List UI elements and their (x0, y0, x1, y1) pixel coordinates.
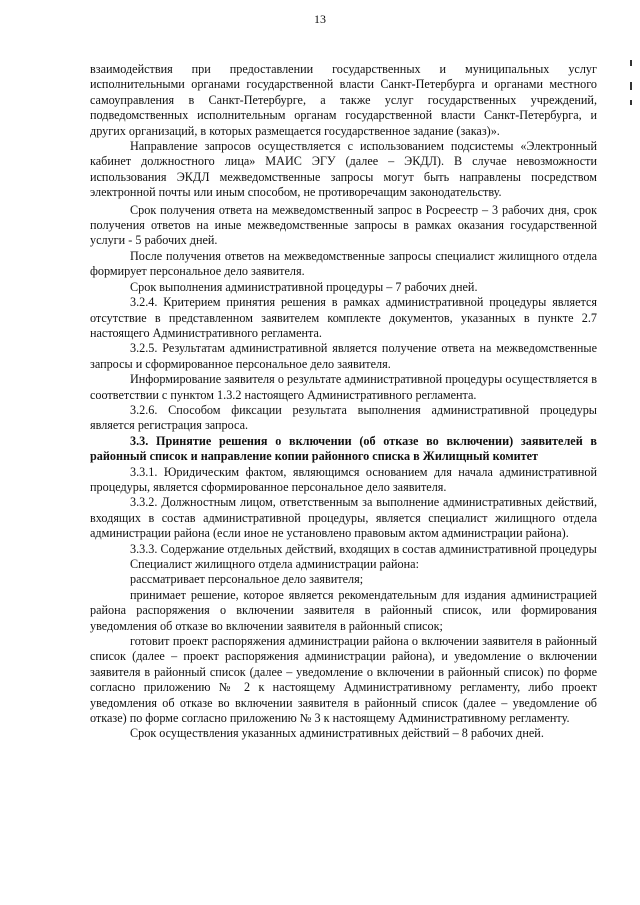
paragraph: взаимодействия при предоставлении государственных и муниципальных услуг исполнительными органами государственной власти Санкт-Петербурга и органами местного самоуправления в Санкт-Петербурге, а также услуг государственных учреждений, подведомственных исполнительным органам государственной власти Санкт-Петербурга, и других организаций, в которых размещается государственное задание (заказ)». (90, 62, 597, 138)
document-body (90, 62, 597, 742)
paragraph: Направление запросов осуществляется с использованием подсистемы «Электронный кабинет должностного лица» МАИС ЭГУ (далее – ЭКДЛ). В случае невозможности использования ЭКДЛ межведомственные запросы могут быть направлены посредством электронной почты или иным способом, не противоречащим законодательству. (90, 139, 597, 200)
paragraph: Информирование заявителя о результате административной процедуры осуществляется в соответствии с пунктом 1.3.2 настоящего Административного регламента. (90, 372, 597, 402)
scan-edge-mark (630, 100, 632, 105)
paragraph: После получения ответов на межведомственные запросы специалист жилищного отдела формирует персональное дело заявителя. (90, 248, 597, 279)
paragraph: 3.3.1. Юридическим фактом, являющимся основанием для начала административной процедуры, является сформированное персональное дело заявителя. (90, 464, 597, 494)
paragraph: 3.2.4. Критерием принятия решения в рамках административной процедуры является отсутствие в представленном заявителем комплекте документов, указанных в пункте 2.7 настоящего Административного регламента. (90, 295, 597, 340)
paragraph: рассматривает персональное дело заявителя; (130, 572, 364, 587)
paragraph: принимает решение, которое является рекомендательным для издания администрацией района распоряжения о включении заявителя в районный список, или формирования уведомления об отказе во включении заявителя в районный список; (90, 587, 597, 633)
paragraph: Срок осуществления указанных административных действий – 8 рабочих дней. (130, 726, 544, 741)
paragraph: 3.3.3. Содержание отдельных действий, входящих в состав административной процедуры (130, 541, 597, 556)
paragraph: Специалист жилищного отдела администрации района: (130, 557, 419, 571)
paragraph: 3.2.5. Результатам административной является получение ответа на межведомственные запросы и сформированное персональное дело заявителя. (90, 341, 597, 371)
scan-edge-mark (630, 60, 632, 66)
paragraph: 3.2.6. Способом фиксации результата выполнения административной процедуры является регистрация запроса. (90, 402, 597, 433)
paragraph: готовит проект распоряжения администрации района о включении заявителя в районный список (далее – проект распоряжения администрации района), и уведомление о включении заявителя в районный список (далее – уведомление о включении в районный список) по форме согласно приложению № 2 к настоящему Административному регламенту, либо проект уведомления об отказе во включении заявителя в районный список (далее – уведомление об отказе) по форме согласно приложению № 3 к настоящему Административному регламенту. (90, 634, 597, 726)
paragraph: 3.3.2. Должностным лицом, ответственным за выполнение административных действий, входящих в состав административной процедуры, является специалист жилищного отдела администрации района (если иное не установлено правовым актом администрации района). (90, 495, 597, 541)
scan-edge-mark (630, 82, 632, 90)
paragraph: Срок получения ответа на межведомственный запрос в Росреестр – 3 рабочих дня, срок получения ответов на иные межведомственные запросы в рамках оказания государственной услуги - 5 рабочих дней. (90, 202, 597, 248)
section-heading: 3.3. Принятие решения о включении (об отказе во включении) заявителей в районный список и направление копии районного списка в Жилищный комитет (90, 433, 597, 464)
paragraph: Срок выполнения административной процедуры – 7 рабочих дней. (130, 279, 478, 294)
page-number: 13 (314, 12, 326, 26)
